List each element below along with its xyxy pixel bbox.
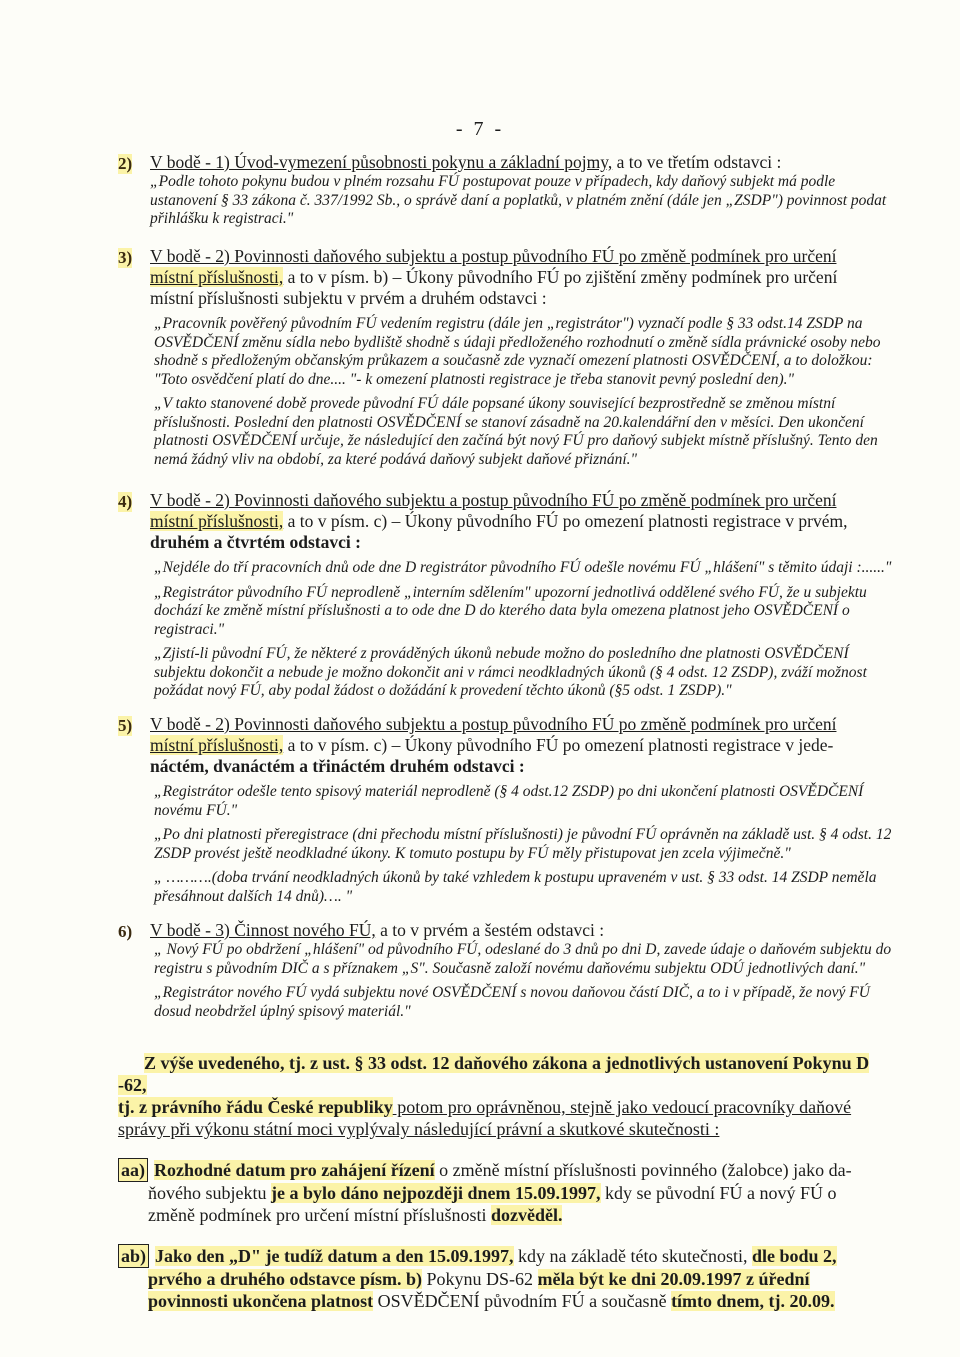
point-tag: aa) xyxy=(118,1158,148,1182)
conclusion-line: správy při výkonu státní moci vyplývaly následující právní a skutkové skutečnosti : xyxy=(118,1119,720,1139)
quote: „Registrátor odešle tento spisový materiál neprodleně (§ 4 odst.12 ZSDP) po dni ukončení platnosti OSVĚDČENÍ novému FÚ." xyxy=(154,783,864,819)
quote: „Zjistí-li původní FÚ, že některé z prováděných úkonů nebude možno do posledního dne platnosti OSVĚDČENÍ subjektu dokončit a nebude je možno dokončit ani v rámci neodkladných úkonů (§ 4 odst. 12 ZSDP), zváží možnost požádat nový FÚ, aby podal žádost o dožádání k provedení těchto úkonů (§5 odst. 1 ZSDP)." xyxy=(154,645,867,699)
section-5 xyxy=(118,714,898,906)
point-aa-line: změně podmínek pro určení místní příslušnosti dozvěděl. xyxy=(148,1205,563,1225)
quote: „ ……….(doba trvání neodkladných úkonů by také vzhledem k postupu upraveném v ust. § 33 odst. 14 ZSDP neměla přesáhnout dalších 14 dnů)…. " xyxy=(154,869,877,905)
point-tag: ab) xyxy=(118,1244,149,1268)
quote: „Registrátor nového FÚ vydá subjektu nové OSVĚDČENÍ s novou daňovou částí DIČ, a to i v případě, že nový FÚ dosud neobdržel úplný spisový materiál." xyxy=(154,984,870,1020)
section-heading: V bodě - 3) Činnost nového FÚ, a to v prvém a šestém odstavci : xyxy=(150,920,605,940)
point-ab: ab) Jako den „D" je tudíž datum a den 15.09.1997, kdy na základě této skutečnosti, dle bodu 2, xyxy=(118,1244,898,1268)
section-number: 6) xyxy=(118,922,133,941)
quote: „Registrátor původního FÚ neprodleně „interním sdělením" upozorní jednotlivá oddělené svého FÚ, že u subjektu dochází ke změně místní příslušnosti a to ode dne D do kterého data byla omezena platnost jeho OSVĚDČENÍ o registraci." xyxy=(154,583,867,638)
point-aa-line: ňového subjektu je a bylo dáno nejpozději dnem 15.09.1997, kdy se původní FÚ a nový FÚ o xyxy=(148,1183,837,1203)
section-heading: V bodě - 2) Povinnosti daňového subjektu a postup původního FÚ po změně podmínek pro určení xyxy=(150,490,837,510)
section-number: 2) xyxy=(118,154,133,173)
section-heading-line: náctém, dvanáctém a třináctém druhém odstavci : xyxy=(150,756,525,776)
page-number: - 7 - xyxy=(455,118,505,140)
conclusion xyxy=(118,1052,898,1312)
section-heading-line: místní příslušnosti, a to v písm. b) – Úkony původního FÚ po zjištění změny podmínek pro určení xyxy=(150,267,838,287)
section-heading-line: místní příslušnosti, a to v písm. c) – Úkony původního FÚ po omezení platnosti registrace v jede- xyxy=(150,735,834,755)
quote: „V takto stanovené době provede původní FÚ dále popsané úkony související bezprostředně se změnou místní příslušnosti. Poslední den platnosti OSVĚDČENÍ se stanoví zásadně na 20.kalendářní den v měsíci. Den ukončení platnosti OSVĚDČENÍ určuje, že následující den začíná být nový FÚ pro daňový subjekt místně příslušný. Tento den nemá žádný vliv na období, za které podává daňový subjekt daňové přiznání." xyxy=(154,395,878,468)
quote: „Po dni platnosti přeregistrace (dni přechodu místní příslušnosti) je původní FÚ oprávněn na základě ust. § 4 odst. 12 ZSDP provést ještě neodkladné úkony. K tomuto postupu by FÚ měly přistupovat jen zcela výjimečně." xyxy=(154,826,892,862)
section-3 xyxy=(118,246,898,469)
point-aa: aa) Rozhodné datum pro zahájení řízení o změně místní příslušnosti povinného (žalobce) jako da- xyxy=(118,1158,898,1182)
quote: „ Nový FÚ po obdržení „hlášení" od původního FÚ, odeslané do 3 dnů po dni D, zavede údaje o daňovém subjektu do registru s původním DIČ a s příznakem „S". Současně založí novému daňovému subjektu ODÚ jednotlivých daní." xyxy=(154,941,892,977)
section-heading: V bodě - 1) Úvod-vymezení působnosti pokynu a základní pojmy, a to ve třetím odstavci : xyxy=(150,152,782,172)
section-heading-line: místní příslušnosti, a to v písm. c) – Úkony původního FÚ po omezení platnosti registrace v prvém, xyxy=(150,511,848,531)
section-heading-line: místní příslušnosti subjektu v prvém a druhém odstavci : xyxy=(150,288,547,308)
quote: „Pracovník pověřený původním FÚ vedením registru (dále jen „registrátor") vyznačí podle § 33 odst.14 ZSDP na OSVĚDČENÍ změnu sídla nebo bydliště shodně s údaji předloženého rozhodnutí o změně sídla právnické osoby nebo shodně s předloženým občanským průkazem a současně zde vyznačí omezení platnosti OSVĚDČENÍ, a to doložkou: "Toto osvědčení platí do dne.... "- k omezení platnosti registrace je třeba stanovit pevný poslední den)." xyxy=(154,315,881,388)
section-2 xyxy=(118,152,898,229)
point-ab-line: prvého a druhého odstavce písm. b) Pokynu DS-62 měla být ke dni 20.09.1997 z úřední xyxy=(148,1269,810,1289)
point-ab-line: povinnosti ukončena platnost OSVĚDČENÍ původním FÚ a současně tímto dnem, tj. 20.09. xyxy=(148,1291,835,1311)
section-4 xyxy=(118,490,898,701)
section-number: 4) xyxy=(118,492,133,511)
section-number: 3) xyxy=(118,248,133,267)
conclusion-line: tj. z právního řádu České republiky potom pro oprávněnou, stejně jako vedoucí pracovníky daňové xyxy=(118,1097,852,1117)
section-6 xyxy=(118,920,898,1021)
quote: „Podle tohoto pokynu budou v plném rozsahu FÚ postupovat pouze v případech, kdy daňový subjekt má podle ustanovení § 33 zákona č. 337/1992 Sb., o správě daní a poplatků, v platném znění (dále jen „ZSDP") povinnost podat přihlášku k registraci." xyxy=(150,173,887,227)
quote: „Nejdéle do tří pracovních dnů ode dne D registrátor původního FÚ odešle novému FÚ „hlášení" s těmito údaji :......" xyxy=(154,559,892,576)
section-number: 5) xyxy=(118,716,133,735)
conclusion-line: Z výše uvedeného, tj. z ust. § 33 odst. 12 daňového zákona a jednotlivých ustanovení Pokynu D -62, xyxy=(118,1053,870,1095)
section-heading-line: druhém a čtvrtém odstavci : xyxy=(150,532,361,552)
section-heading: V bodě - 2) Povinnosti daňového subjektu a postup původního FÚ po změně podmínek pro určení xyxy=(150,246,837,266)
section-heading: V bodě - 2) Povinnosti daňového subjektu a postup původního FÚ po změně podmínek pro určení xyxy=(150,714,837,734)
